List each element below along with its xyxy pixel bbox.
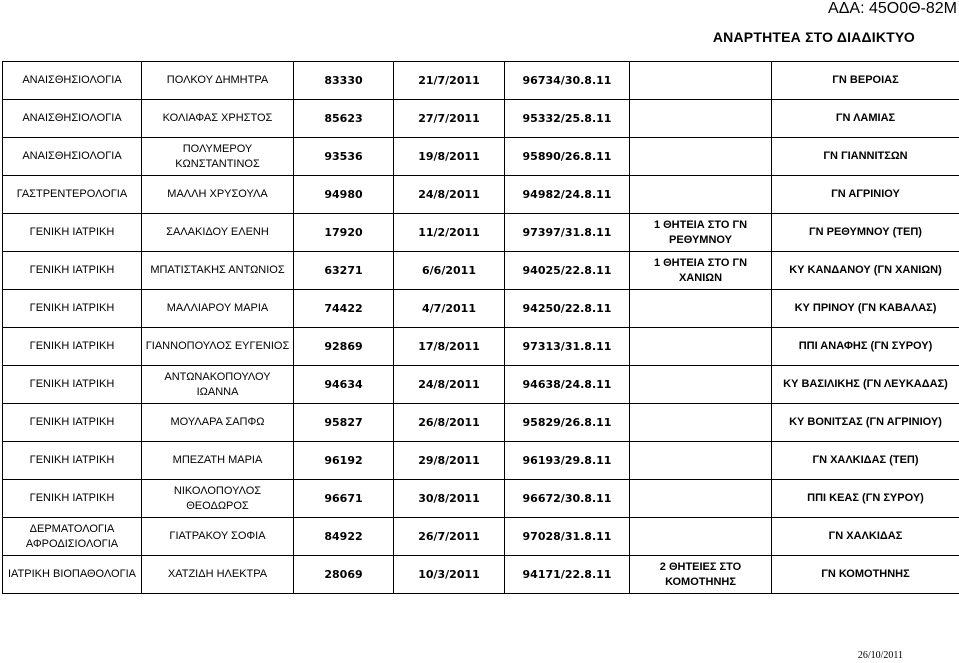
cell-date: 26/8/2011	[394, 404, 505, 442]
appointments-table	[2, 61, 959, 594]
table-row	[3, 214, 959, 252]
cell-decision: 94171/22.8.11	[505, 556, 630, 594]
table-row	[3, 176, 959, 214]
cell-protocol-number: 92869	[294, 328, 394, 366]
cell-name: ΓΙΑΝΝΟΠΟΥΛΟΣ ΕΥΓΕΝΙΟΣ	[142, 328, 294, 366]
cell-date: 30/8/2011	[394, 480, 505, 518]
cell-protocol-number: 74422	[294, 290, 394, 328]
cell-date: 24/8/2011	[394, 366, 505, 404]
cell-date: 24/8/2011	[394, 176, 505, 214]
cell-protocol-number: 85623	[294, 100, 394, 138]
cell-name: ΑΝΤΩΝΑΚΟΠΟΥΛΟΥ ΙΩΑΝΝΑ	[142, 366, 294, 404]
cell-specialty: ΑΝΑΙΣΘΗΣΙΟΛΟΓΙΑ	[3, 100, 142, 138]
cell-note	[630, 442, 772, 480]
cell-note	[630, 366, 772, 404]
cell-note: 1 ΘΗΤΕΙΑ ΣΤΟ ΓΝ ΧΑΝΙΩΝ	[630, 252, 772, 290]
footer-date: 26/10/2011	[857, 650, 903, 661]
table-row	[3, 100, 959, 138]
cell-decision: 97028/31.8.11	[505, 518, 630, 556]
cell-name: ΜΠΕΖΑΤΗ ΜΑΡΙΑ	[142, 442, 294, 480]
cell-destination: ΓΝ ΓΙΑΝΝΙΤΣΩΝ	[772, 138, 959, 176]
cell-decision: 96672/30.8.11	[505, 480, 630, 518]
cell-date: 17/8/2011	[394, 328, 505, 366]
cell-protocol-number: 96671	[294, 480, 394, 518]
cell-specialty: ΓΕΝΙΚΗ ΙΑΤΡΙΚΗ	[3, 366, 142, 404]
cell-specialty: ΓΕΝΙΚΗ ΙΑΤΡΙΚΗ	[3, 290, 142, 328]
cell-note	[630, 518, 772, 556]
table-row	[3, 138, 959, 176]
cell-destination: ΓΝ ΧΑΛΚΙΔΑΣ (ΤΕΠ)	[772, 442, 959, 480]
cell-name: ΜΑΛΛΗ ΧΡΥΣΟΥΛΑ	[142, 176, 294, 214]
cell-protocol-number: 28069	[294, 556, 394, 594]
table-body	[3, 62, 959, 594]
cell-note: 2 ΘΗΤΕΙΕΣ ΣΤΟ ΚΟΜΟΤΗΝΗΣ	[630, 556, 772, 594]
cell-destination: ΓΝ ΡΕΘΥΜΝΟΥ (ΤΕΠ)	[772, 214, 959, 252]
table-row	[3, 252, 959, 290]
cell-date: 29/8/2011	[394, 442, 505, 480]
cell-decision: 94025/22.8.11	[505, 252, 630, 290]
cell-date: 4/7/2011	[394, 290, 505, 328]
cell-specialty: ΓΑΣΤΡΕΝΤΕΡΟΛΟΓΙΑ	[3, 176, 142, 214]
table-row	[3, 442, 959, 480]
cell-decision: 94982/24.8.11	[505, 176, 630, 214]
cell-name: ΠΟΛΥΜΕΡΟΥ ΚΩΝΣΤΑΝΤΙΝΟΣ	[142, 138, 294, 176]
table-row	[3, 556, 959, 594]
cell-specialty: ΓΕΝΙΚΗ ΙΑΤΡΙΚΗ	[3, 480, 142, 518]
table-row	[3, 404, 959, 442]
table-row	[3, 366, 959, 404]
cell-protocol-number: 94980	[294, 176, 394, 214]
cell-date: 11/2/2011	[394, 214, 505, 252]
cell-destination: ΓΝ ΒΕΡΟΙΑΣ	[772, 62, 959, 100]
cell-protocol-number: 83330	[294, 62, 394, 100]
cell-date: 6/6/2011	[394, 252, 505, 290]
cell-note	[630, 138, 772, 176]
cell-specialty: ΓΕΝΙΚΗ ΙΑΤΡΙΚΗ	[3, 404, 142, 442]
cell-specialty: ΔΕΡΜΑΤΟΛΟΓΙΑ ΑΦΡΟΔΙΣΙΟΛΟΓΙΑ	[3, 518, 142, 556]
cell-protocol-number: 93536	[294, 138, 394, 176]
cell-name: ΜΑΛΛΙΑΡΟΥ ΜΑΡΙΑ	[142, 290, 294, 328]
cell-specialty: ΙΑΤΡΙΚΗ ΒΙΟΠΑΘΟΛΟΓΙΑ	[3, 556, 142, 594]
cell-destination: ΓΝ ΛΑΜΙΑΣ	[772, 100, 959, 138]
cell-name: ΚΟΛΙΑΦΑΣ ΧΡΗΣΤΟΣ	[142, 100, 294, 138]
table-row	[3, 290, 959, 328]
cell-note	[630, 290, 772, 328]
cell-name: ΓΙΑΤΡΑΚΟΥ ΣΟΦΙΑ	[142, 518, 294, 556]
ada-code: ΑΔΑ: 45Ο0Θ-82Μ	[828, 0, 957, 17]
cell-name: ΧΑΤΖΙΔΗ ΗΛΕΚΤΡΑ	[142, 556, 294, 594]
cell-destination: ΓΝ ΚΟΜΟΤΗΝΗΣ	[772, 556, 959, 594]
cell-note: 1 ΘΗΤΕΙΑ ΣΤΟ ΓΝ ΡΕΘΥΜΝΟΥ	[630, 214, 772, 252]
cell-note	[630, 62, 772, 100]
cell-destination: ΚΥ ΚΑΝΔΑΝΟΥ (ΓΝ ΧΑΝΙΩΝ)	[772, 252, 959, 290]
table-row	[3, 518, 959, 556]
cell-specialty: ΓΕΝΙΚΗ ΙΑΤΡΙΚΗ	[3, 214, 142, 252]
cell-note	[630, 328, 772, 366]
cell-date: 19/8/2011	[394, 138, 505, 176]
cell-decision: 94250/22.8.11	[505, 290, 630, 328]
cell-decision: 95332/25.8.11	[505, 100, 630, 138]
cell-decision: 96734/30.8.11	[505, 62, 630, 100]
cell-name: ΝΙΚΟΛΟΠΟΥΛΟΣ ΘΕΟΔΩΡΟΣ	[142, 480, 294, 518]
cell-destination: ΚΥ ΒΟΝΙΤΣΑΣ (ΓΝ ΑΓΡΙΝΙΟΥ)	[772, 404, 959, 442]
cell-decision: 94638/24.8.11	[505, 366, 630, 404]
cell-date: 27/7/2011	[394, 100, 505, 138]
cell-decision: 97397/31.8.11	[505, 214, 630, 252]
cell-note	[630, 176, 772, 214]
cell-destination: ΠΠΙ ΚΕΑΣ (ΓΝ ΣΥΡΟΥ)	[772, 480, 959, 518]
cell-destination: ΠΠΙ ΑΝΑΦΗΣ (ΓΝ ΣΥΡΟΥ)	[772, 328, 959, 366]
cell-protocol-number: 84922	[294, 518, 394, 556]
cell-destination: ΓΝ ΑΓΡΙΝΙΟΥ	[772, 176, 959, 214]
cell-decision: 95890/26.8.11	[505, 138, 630, 176]
table-row	[3, 62, 959, 100]
cell-note	[630, 100, 772, 138]
cell-specialty: ΑΝΑΙΣΘΗΣΙΟΛΟΓΙΑ	[3, 62, 142, 100]
cell-protocol-number: 96192	[294, 442, 394, 480]
cell-protocol-number: 94634	[294, 366, 394, 404]
cell-note	[630, 404, 772, 442]
cell-destination: ΚΥ ΒΑΣΙΛΙΚΗΣ (ΓΝ ΛΕΥΚΑΔΑΣ)	[772, 366, 959, 404]
cell-specialty: ΓΕΝΙΚΗ ΙΑΤΡΙΚΗ	[3, 252, 142, 290]
cell-specialty: ΓΕΝΙΚΗ ΙΑΤΡΙΚΗ	[3, 328, 142, 366]
cell-note	[630, 480, 772, 518]
cell-specialty: ΓΕΝΙΚΗ ΙΑΤΡΙΚΗ	[3, 442, 142, 480]
page-title: ΑΝΑΡΤΗΤΕΑ ΣΤΟ ΔΙΑΔΙΚΤΥΟ	[712, 29, 915, 45]
cell-destination: ΚΥ ΠΡΙΝΟΥ (ΓΝ ΚΑΒΑΛΑΣ)	[772, 290, 959, 328]
cell-protocol-number: 63271	[294, 252, 394, 290]
cell-name: ΣΑΛΑΚΙΔΟΥ ΕΛΕΝΗ	[142, 214, 294, 252]
cell-decision: 95829/26.8.11	[505, 404, 630, 442]
cell-specialty: ΑΝΑΙΣΘΗΣΙΟΛΟΓΙΑ	[3, 138, 142, 176]
cell-name: ΜΟΥΛΑΡΑ ΣΑΠΦΩ	[142, 404, 294, 442]
table-row	[3, 480, 959, 518]
cell-decision: 97313/31.8.11	[505, 328, 630, 366]
cell-name: ΠΟΛΚΟΥ ΔΗΜΗΤΡΑ	[142, 62, 294, 100]
cell-date: 21/7/2011	[394, 62, 505, 100]
cell-protocol-number: 95827	[294, 404, 394, 442]
cell-date: 26/7/2011	[394, 518, 505, 556]
cell-destination: ΓΝ ΧΑΛΚΙΔΑΣ	[772, 518, 959, 556]
cell-date: 10/3/2011	[394, 556, 505, 594]
cell-name: ΜΠΑΤΙΣΤΑΚΗΣ ΑΝΤΩΝΙΟΣ	[142, 252, 294, 290]
cell-protocol-number: 17920	[294, 214, 394, 252]
cell-decision: 96193/29.8.11	[505, 442, 630, 480]
table-row	[3, 328, 959, 366]
